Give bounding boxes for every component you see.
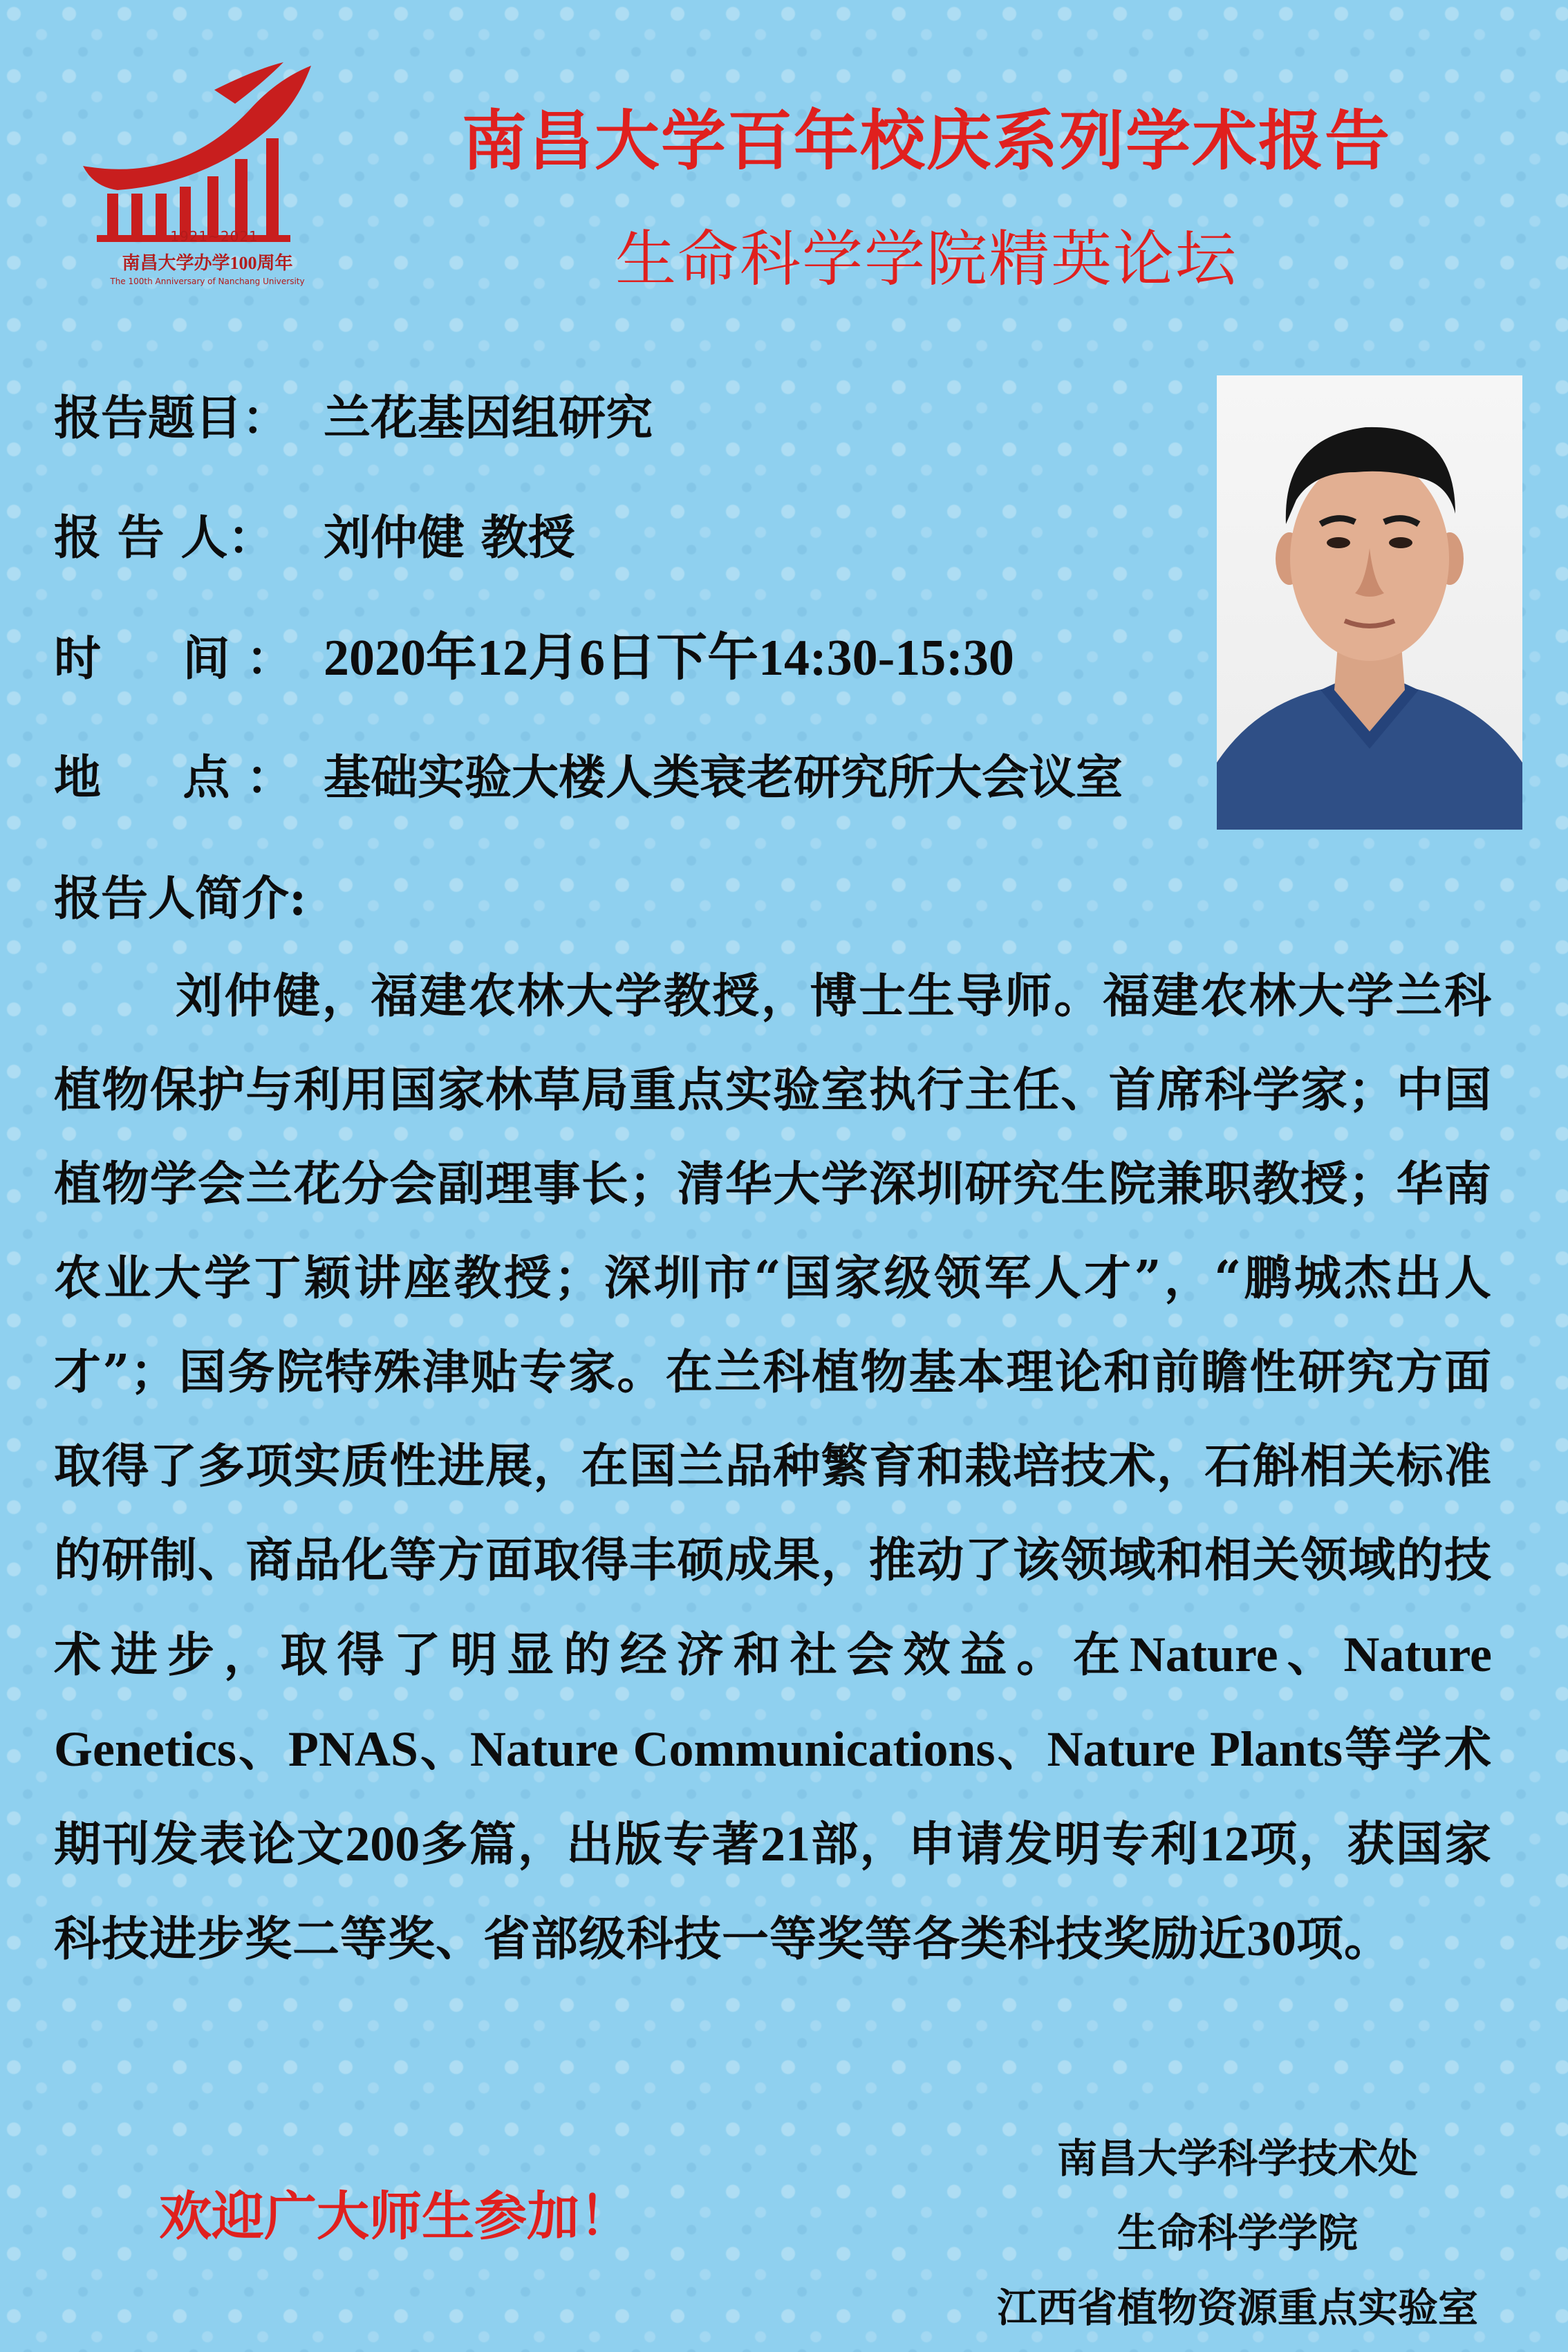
place-value: 基础实验大楼人类衰老研究所大会议室 bbox=[324, 750, 1123, 805]
logo-pillar bbox=[235, 159, 248, 235]
journal-name: Nature Communications bbox=[469, 1721, 996, 1777]
speaker-portrait-illustration bbox=[1217, 375, 1522, 830]
intro-text: 刘仲健，福建农林大学教授，博士生导师。福建农林大学兰科植物保护与利用国家林草局重点实验室执行主任、首席科学家；中国植物学会兰花分会副理事长；清华大学深圳研究生院兼职教授；华南农业大学丁颖讲座教授；深圳市“国家级领军人才”，“鹏城杰出人才”；国务院特殊津贴专家。在兰科植物基本理论和前瞻性研究方面取得了多项实质性进展，在国兰品种繁育和栽培技术，石斛相关标准的研制、商品化等方面取得丰硕成果，推动了该领域和相关领域的技术进步，取得了明显的经济和社会效益。在 bbox=[54, 969, 1492, 1683]
intro-number: 12 bbox=[1199, 1816, 1249, 1872]
logo-pillar bbox=[107, 194, 118, 235]
logo-pillar bbox=[131, 194, 142, 235]
organizer-1: 南昌大学科学技术处 bbox=[1056, 2135, 1418, 2182]
organizer-2: 生命科学学院 bbox=[1117, 2210, 1358, 2257]
intro-separator: 、 bbox=[236, 1722, 288, 1777]
intro-separator: 、 bbox=[1278, 1627, 1344, 1683]
time-row bbox=[54, 627, 1014, 689]
intro-text: 部，申请发明专利 bbox=[810, 1817, 1200, 1872]
logo-pillar bbox=[266, 138, 279, 235]
intro-text: 多篇，出版专著 bbox=[420, 1817, 760, 1872]
intro-number: 200 bbox=[345, 1816, 420, 1872]
topic-value: 兰花基因组研究 bbox=[324, 391, 653, 446]
intro-text: 项，获国家科技进步奖二等奖、省部级科技一等奖等各类科技奖励近 bbox=[54, 1817, 1492, 1967]
main-title: 南昌大学百年校庆系列学术报告 bbox=[461, 104, 1391, 179]
intro-text: 项。 bbox=[1296, 1912, 1392, 1967]
journal-name: Nature bbox=[1129, 1627, 1278, 1682]
logo-years-text: 1921~2021 bbox=[170, 228, 259, 245]
portrait-eye bbox=[1389, 537, 1412, 548]
speaker-value: 刘仲健 教授 bbox=[324, 510, 575, 566]
journal-name: PNAS bbox=[288, 1721, 418, 1777]
logo-name-text: 南昌大学办学100周年 bbox=[122, 253, 293, 273]
intro-text: 等学术期刊发表论文 bbox=[54, 1722, 1492, 1872]
sub-title: 生命科学学院精英论坛 bbox=[615, 223, 1238, 295]
intro-body bbox=[54, 949, 1492, 1986]
intro-number: 30 bbox=[1247, 1911, 1297, 1966]
speaker-photo bbox=[1217, 375, 1522, 830]
speaker-row bbox=[54, 507, 575, 569]
topic-row bbox=[54, 387, 653, 449]
intro-separator: 、 bbox=[995, 1722, 1047, 1777]
time-label: 时 间 ： bbox=[54, 631, 294, 687]
journal-name: Nature Genetics bbox=[54, 1627, 1492, 1777]
journal-name: Nature Plants bbox=[1047, 1721, 1343, 1777]
intro-number: 21 bbox=[760, 1816, 810, 1872]
time-value: 2020年12月6日下午14:30-15:30 bbox=[324, 630, 1014, 687]
place-row bbox=[54, 747, 1123, 809]
speaker-label: 报 告 人： bbox=[54, 510, 275, 566]
place-label: 地 点 ： bbox=[54, 750, 294, 805]
portrait-eye bbox=[1327, 537, 1350, 548]
organizer-3: 江西省植物资源重点实验室 bbox=[996, 2284, 1478, 2331]
topic-label: 报告题目： bbox=[54, 391, 290, 446]
logo-pillar bbox=[207, 176, 218, 235]
welcome-text: 欢迎广大师生参加！ bbox=[159, 2185, 632, 2247]
intro-separator: 、 bbox=[418, 1722, 470, 1777]
intro-title: 报告人简介: bbox=[54, 871, 307, 926]
logo-english-text: The 100th Anniversary of Nanchang University bbox=[110, 277, 305, 286]
